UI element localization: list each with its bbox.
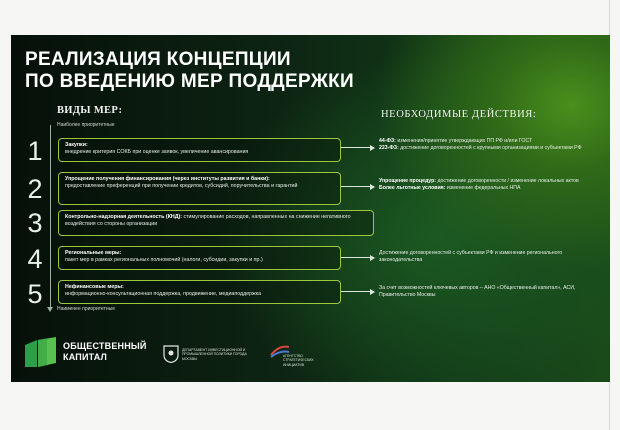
action-2 — [379, 178, 594, 192]
connector-2 — [341, 186, 374, 187]
measure-5-name: Нефинансовые меры: — [65, 284, 124, 290]
action-3-text: Достижение договоренностей с субъектами РФ и изменение регионального законодательства — [379, 250, 563, 263]
title-line-1: РЕАЛИЗАЦИЯ КОНЦЕПЦИИ — [25, 49, 291, 70]
obshchestvenny-kapital-logo-icon — [25, 337, 57, 367]
measure-1-text: внедрение критерия СОКБ при оценке заявок, увеличение авансирования — [65, 149, 249, 155]
measure-number-2: 2 — [27, 174, 43, 204]
connector-4 — [341, 257, 374, 258]
measure-3-text: стимулирование расходов, направленных на снижение негативного воздействия со стороны организации — [65, 214, 351, 227]
measure-box-5 — [58, 280, 341, 304]
logo-text — [63, 341, 147, 363]
measure-3-name: Контрольно-надзорная деятельность (КНД): — [65, 214, 182, 220]
title-line-2: ПО ВВЕДЕНИЮ МЕР ПОДДЕРЖКИ — [25, 71, 355, 92]
measure-4-text: пакет мер в рамках региональных полномочий (налоги, субсидии, закупки и пр.) — [65, 257, 263, 263]
priority-arrow — [50, 125, 51, 310]
measure-2-text: предоставление преференций при получении кредитов, субсидий, поручительства и гарантий — [65, 183, 298, 189]
measure-number-5: 5 — [27, 279, 43, 309]
action-2-label-2: Более льготные условия: — [379, 185, 446, 191]
priority-bottom-label: Наименее приоритетные — [57, 306, 116, 312]
logo-line-2: КАПИТАЛ — [63, 352, 108, 362]
slide-title — [25, 49, 354, 93]
logo-line-1: ОБЩЕСТВЕННЫЙ — [63, 341, 147, 351]
measure-box-2 — [58, 172, 341, 205]
action-1-text-1: изменения/принятие утверждающих ПП РФ и/или ГОСТ — [397, 138, 533, 144]
action-2-text-2: изменение федеральных НПА — [446, 185, 521, 191]
measure-4-name: Региональные меры: — [65, 250, 122, 256]
action-2-text-1: достижение договоренности / изменение локальных актов — [437, 178, 579, 184]
measure-box-4 — [58, 246, 341, 270]
connector-5 — [341, 291, 374, 292]
action-2-label-1: Упрощение процедур: — [379, 178, 437, 184]
action-4-text: За счет возможностей ключевых авторов – АНО «Общественный капитал», АСИ, Правительство Москвы — [379, 285, 576, 298]
action-1-label-1: 44-ФЗ: — [379, 138, 396, 144]
measure-box-3 — [58, 210, 374, 236]
moscow-emblem-icon — [163, 345, 179, 363]
actions-heading: НЕОБХОДИМЫЕ ДЕЙСТВИЯ: — [381, 109, 537, 120]
measures-heading: ВИДЫ МЕР: — [57, 105, 123, 116]
action-4 — [379, 285, 594, 299]
measure-1-name: Закупки: — [65, 142, 88, 148]
priority-arrow-head — [47, 307, 53, 312]
slide — [11, 35, 610, 382]
action-1 — [379, 138, 594, 152]
measure-number-1: 1 — [27, 136, 43, 166]
measure-2-name: Упрощение получения финансирования (через институты развития и банки): — [65, 176, 270, 182]
priority-top-label: Наиболее приоритетные — [57, 122, 115, 128]
measure-number-3: 3 — [27, 208, 43, 238]
measure-5-text: информационно-консультационная поддержка, продвижение, медиаподдержка — [65, 291, 262, 297]
measure-box-1 — [58, 138, 341, 162]
asi-name: АГЕНТСТВО СТРАТЕГИЧЕСКИХ ИНИЦИАТИВ — [283, 354, 314, 367]
department-name: ДЕПАРТАМЕНТ ИНВЕСТИЦИОННОЙ И ПРОМЫШЛЕННОЙ ПОЛИТИКИ ГОРОДА МОСКВЫ — [182, 348, 247, 361]
action-1-label-2: 223-ФЗ: — [379, 145, 399, 151]
connector-1 — [341, 147, 374, 148]
action-1-text-2: достижение договоренностей с крупными организациями и субъектами РФ — [400, 145, 582, 151]
measure-number-4: 4 — [27, 244, 43, 274]
action-3 — [379, 250, 594, 264]
